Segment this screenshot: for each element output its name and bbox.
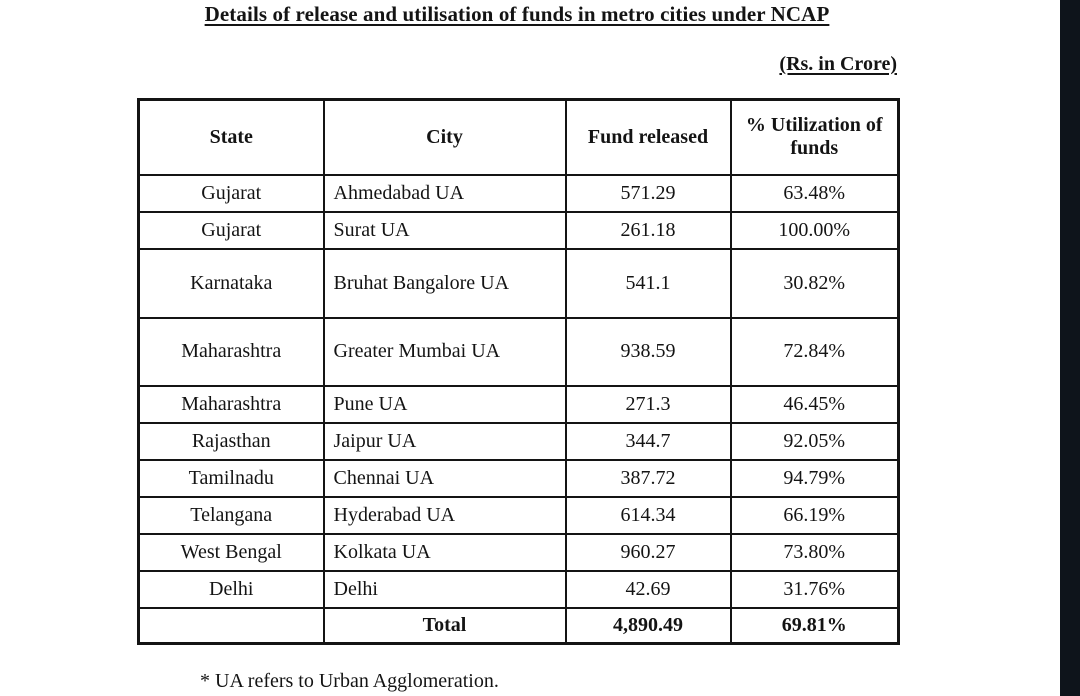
- table-header-row: [139, 100, 899, 175]
- right-edge-dark-strip: [1060, 0, 1080, 696]
- column-header-fund-released: Fund released: [566, 100, 731, 175]
- cell-state: Telangana: [139, 497, 324, 534]
- cell-total-label: Total: [324, 608, 566, 644]
- cell-utilization: 94.79%: [731, 460, 899, 497]
- page-title: Details of release and utilisation of funds in metro cities under NCAP: [204, 2, 830, 26]
- table-total-row: [139, 608, 899, 644]
- table-row: [139, 571, 899, 608]
- cell-fund: 614.34: [566, 497, 731, 534]
- cell-utilization: 46.45%: [731, 386, 899, 423]
- cell-utilization: 30.82%: [731, 249, 899, 318]
- cell-city: Surat UA: [324, 212, 566, 249]
- table-row: [139, 534, 899, 571]
- table-row: [139, 460, 899, 497]
- cell-fund: 261.18: [566, 212, 731, 249]
- cell-utilization: 63.48%: [731, 175, 899, 212]
- cell-city: Chennai UA: [324, 460, 566, 497]
- cell-city: Ahmedabad UA: [324, 175, 566, 212]
- cell-state: Rajasthan: [139, 423, 324, 460]
- cell-fund: 271.3: [566, 386, 731, 423]
- cell-state: Gujarat: [139, 175, 324, 212]
- table-row: [139, 175, 899, 212]
- cell-fund: 571.29: [566, 175, 731, 212]
- table-row: [139, 212, 899, 249]
- cell-city: Hyderabad UA: [324, 497, 566, 534]
- cell-state: Tamilnadu: [139, 460, 324, 497]
- cell-fund: 960.27: [566, 534, 731, 571]
- cell-state: Maharashtra: [139, 318, 324, 386]
- footnote: * UA refers to Urban Agglomeration.: [200, 670, 499, 692]
- cell-fund: 541.1: [566, 249, 731, 318]
- column-header-utilization: % Utilization of funds: [731, 100, 899, 175]
- table-row: [139, 386, 899, 423]
- cell-utilization: 92.05%: [731, 423, 899, 460]
- cell-fund: 42.69: [566, 571, 731, 608]
- cell-utilization: 72.84%: [731, 318, 899, 386]
- cell-city: Bruhat Bangalore UA: [324, 249, 566, 318]
- cell-city: Pune UA: [324, 386, 566, 423]
- unit-label: (Rs. in Crore): [779, 53, 897, 75]
- cell-utilization: 66.19%: [731, 497, 899, 534]
- document-content: [137, 0, 897, 693]
- cell-city: Jaipur UA: [324, 423, 566, 460]
- cell-state-empty: [139, 608, 324, 644]
- cell-state: Gujarat: [139, 212, 324, 249]
- cell-utilization: 100.00%: [731, 212, 899, 249]
- cell-state: Delhi: [139, 571, 324, 608]
- cell-city: Greater Mumbai UA: [324, 318, 566, 386]
- cell-fund: 344.7: [566, 423, 731, 460]
- column-header-city: City: [324, 100, 566, 175]
- cell-utilization: 73.80%: [731, 534, 899, 571]
- table-row: [139, 497, 899, 534]
- cell-city: Delhi: [324, 571, 566, 608]
- cell-state: Karnataka: [139, 249, 324, 318]
- cell-utilization: 31.76%: [731, 571, 899, 608]
- cell-state: Maharashtra: [139, 386, 324, 423]
- funds-table: [137, 98, 900, 645]
- cell-total-utilization: 69.81%: [731, 608, 899, 644]
- cell-total-fund: 4,890.49: [566, 608, 731, 644]
- table-row: [139, 249, 899, 318]
- cell-fund: 387.72: [566, 460, 731, 497]
- cell-fund: 938.59: [566, 318, 731, 386]
- cell-state: West Bengal: [139, 534, 324, 571]
- column-header-state: State: [139, 100, 324, 175]
- cell-city: Kolkata UA: [324, 534, 566, 571]
- table-row: [139, 423, 899, 460]
- table-row: [139, 318, 899, 386]
